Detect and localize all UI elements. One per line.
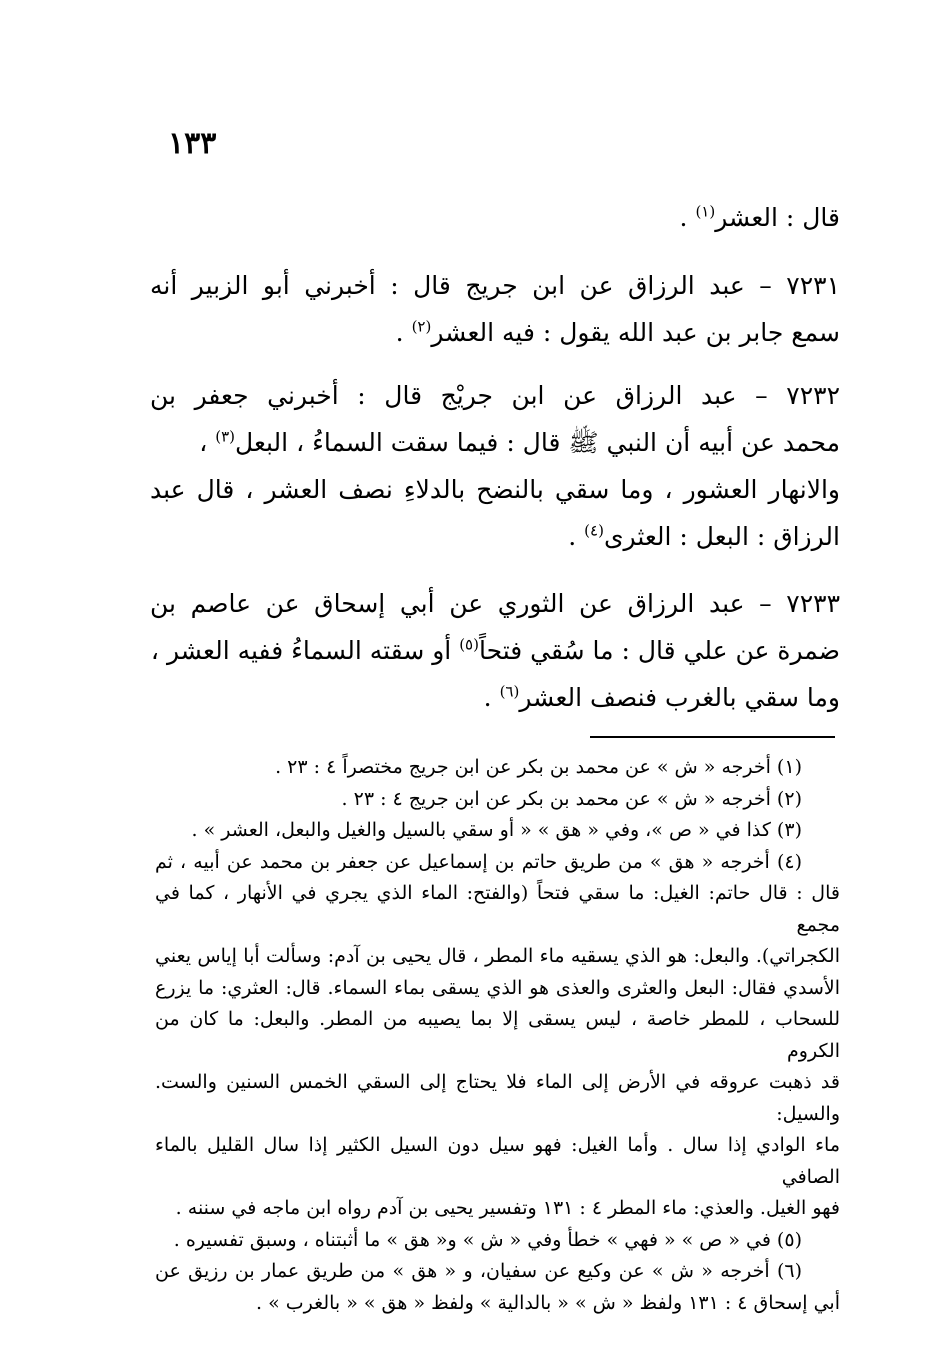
text-line: قال : العشر$^{(١)}$ .: [679, 202, 840, 232]
footnote-1: (١) أخرجه « ش » عن محمد بن بكر عن ابن جريج مختصراً ٤ : ٢٣ .: [275, 756, 802, 778]
footnote-ref: (٢): [411, 317, 432, 336]
hadith-7233: [150, 580, 840, 721]
text-line: الرزاق : البعل : العثرى$^{(٤)}$ .: [568, 521, 840, 551]
hadith-7231: [150, 262, 840, 356]
text-line: محمد عن أبيه أن النبي ﷺ قال : فيما سقت السماءُ ، البعل$^{(٣)}$ ،: [199, 427, 840, 457]
footnote-ref: (٤): [584, 521, 604, 540]
footnote-ref: (٥): [459, 635, 479, 654]
text-line: ٧٢٣٣ – عبد الرزاق عن الثوري عن أبي إسحاق عن عاصم بن: [150, 589, 840, 618]
text-line: ٧٢٣١ – عبد الرزاق عن ابن جريج قال : أخبرني أبو الزبير أنه: [150, 271, 840, 300]
text-line: سمع جابر بن عبد الله يقول : فيه العشر$^{(٢)}$ .: [395, 317, 840, 347]
footnotes-section: [155, 752, 840, 1319]
hadith-7232: [150, 372, 840, 560]
footnote-ref: (٣): [215, 427, 236, 446]
footnote-5: (٥) في « ص » « فهي » خطأ وفي « ش » و« هق » ما أثبتناه ، وسبق تفسيره .: [173, 1228, 802, 1251]
text-line: وما سقي بالغرب فنصف العشر$^{(٦)}$ .: [483, 682, 840, 712]
footnote-3: (٣) كذا في « ص »، وفي « هق » « أو سقي بالسيل والغيل والبعل، العشر » .: [191, 819, 802, 841]
text-line: ٧٢٣٢ – عبد الرزاق عن ابن جريْج قال : أخبرني جعفر بن: [150, 381, 840, 410]
footnote-2: (٢) أخرجه « ش » عن محمد بن بكر عن ابن جريج ٤ : ٢٣ .: [341, 787, 802, 810]
footnote-6: (٦) أخرجه « ش » عن وكيع عن سفيان، و « هق » من طريق عمار بن رزيق عن أبي إسحاق ٤ : ١٣١ ولفظ « ش » « بالدالية » ولفظ « هق » « بالغرب » .: [155, 1260, 840, 1314]
text-line: والانهار العشور ، وما سقي بالنضح بالدلاءِ نصف العشر ، قال عبد: [150, 475, 841, 504]
footnote-4: (٤) أخرجه « هق » من طريق حاتم بن إسماعيل عن جعفر بن محمد عن أبيه ، ثم قال : قال حاتم: الغيل: ما سقي فتحاً (والفتح: الماء الذي يجري في الأنهار ، كما في مجمع الكجراتي). والبعل: هو الذي يسقيه ماء المطر ، قال يحيى بن آدم: وسألت أبا إياس يعني الأسدي فقال: البعل والعثرى والعذى هو الذي يسقى بماء السماء. قال: العثري: ما يزرع للسحاب ، للمطر خاصة ، ليس يسقى إلا بما يصيبه من المطر. والبعل: ما كان من الكروم قد ذهبت عروقه في الأرض إلى الماء فلا يحتاج إلى السقي الخمس السنين والست. والسيل: ماء الوادي إذا سال . وأما الغيل: فهو سيل دون السيل الكثير إذا سال القليل بالماء الصافي فهو الغيل. والعذي: ماء المطر ٤ : ١٣١ وتفسير يحيى بن آدم رواه ابن ماجه في سننه .: [155, 850, 841, 1219]
footnote-ref: (١): [695, 202, 716, 221]
intro-paragraph: [150, 194, 840, 241]
text-line: ضمرة عن علي قال : ما سُقي فتحاً$^{(٥)}$ أو سقته السماءُ ففيه العشر ،: [150, 635, 840, 665]
footnote-ref: (٦): [499, 682, 520, 701]
footnote-divider: [590, 736, 835, 738]
page-number: ١٣٣: [168, 126, 217, 161]
